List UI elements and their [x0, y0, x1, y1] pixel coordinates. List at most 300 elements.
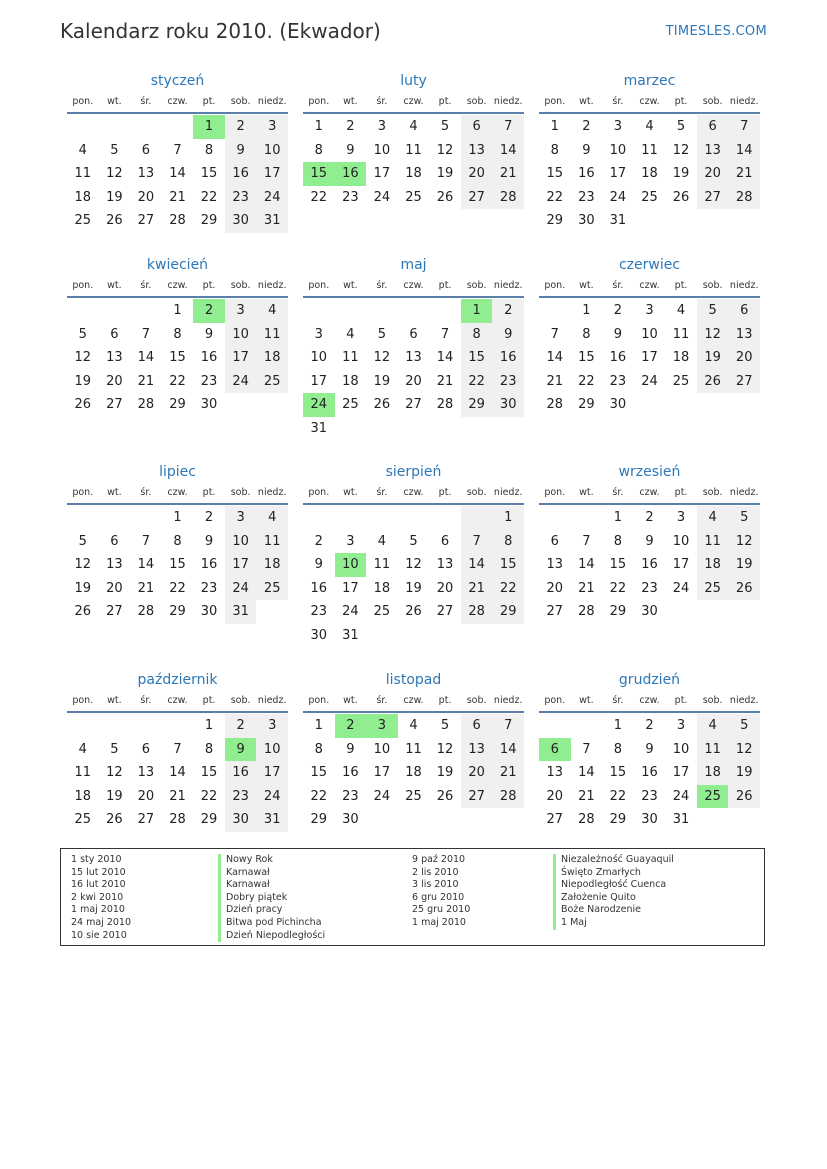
weekday-label: pt.: [674, 695, 688, 706]
day-cell: 26: [405, 604, 422, 619]
day-cell: 8: [173, 326, 182, 342]
weekday-label: czw.: [639, 695, 660, 706]
month-name: lipiec: [159, 464, 196, 480]
day-cell: 17: [609, 166, 627, 181]
day-cell: 29: [492, 600, 524, 624]
day-cell: 15: [492, 553, 524, 577]
day-cell: 26: [436, 788, 454, 804]
empty-cell: [130, 506, 162, 530]
weekday-label: śr.: [140, 487, 152, 498]
day-cell: 26: [373, 397, 391, 412]
day-cell: 25: [342, 397, 359, 412]
weekday-label: pt.: [438, 280, 452, 291]
day-cell: 15: [200, 166, 218, 181]
day-cell: 21: [461, 577, 493, 601]
month-5: [303, 255, 524, 440]
day-grid: [303, 299, 524, 440]
weekday-label: czw.: [403, 695, 424, 706]
day-cell: 2: [193, 299, 225, 323]
day-grid: [67, 115, 288, 233]
day-cell: 21: [169, 189, 186, 205]
day-cell: 27: [137, 812, 155, 827]
weekday-label: pon.: [544, 695, 566, 706]
day-cell: 11: [256, 323, 288, 347]
day-cell: 31: [225, 600, 257, 624]
day-grid: [303, 115, 524, 209]
day-cell: 24: [256, 186, 288, 210]
empty-cell: [665, 600, 697, 624]
weekday-label: sob.: [702, 280, 723, 291]
day-cell: 29: [169, 397, 186, 412]
day-cell: 4: [78, 142, 87, 158]
day-cell: 8: [204, 741, 214, 757]
day-cell: 1: [613, 718, 623, 733]
day-cell: 31: [256, 808, 288, 832]
day-cell: 1: [204, 718, 214, 733]
weekday-header: [303, 484, 524, 505]
weekday-label: pt.: [438, 96, 452, 107]
day-cell: 30: [225, 209, 257, 233]
weekday-label: czw.: [167, 695, 188, 706]
empty-cell: [303, 506, 335, 530]
empty-cell: [665, 393, 697, 417]
day-cell: 10: [225, 530, 257, 554]
day-cell: 19: [436, 765, 454, 780]
day-cell: 19: [74, 580, 92, 596]
day-cell: 2: [225, 115, 257, 139]
day-cell: 12: [74, 350, 92, 365]
day-cell: 8: [613, 741, 623, 757]
day-cell: 24: [373, 788, 391, 804]
legend-date: 1 maj 2010: [412, 916, 466, 928]
day-cell: 17: [641, 350, 658, 365]
empty-cell: [697, 600, 729, 624]
day-cell: 9: [225, 738, 257, 762]
day-cell: 23: [200, 580, 218, 596]
day-cell: 22: [310, 189, 328, 205]
day-cell: 24: [373, 189, 391, 205]
weekday-header: [67, 692, 288, 713]
day-cell: 4: [409, 119, 418, 134]
day-cell: 7: [492, 714, 524, 738]
weekday-header: [539, 277, 760, 298]
day-cell: 29: [609, 604, 627, 619]
day-cell: 25: [641, 189, 658, 205]
day-cell: 29: [200, 812, 218, 827]
day-cell: 28: [728, 186, 760, 210]
day-cell: 6: [697, 115, 729, 139]
day-grid: [539, 115, 760, 233]
weekday-label: śr.: [140, 280, 152, 291]
weekday-label: wt.: [107, 280, 122, 291]
day-cell: 13: [137, 765, 155, 780]
legend-holiday-name: Dobry piątek: [218, 892, 325, 905]
day-cell: 27: [106, 397, 123, 412]
weekday-label: śr.: [376, 487, 388, 498]
day-cell: 16: [641, 557, 658, 572]
day-cell: 9: [492, 323, 524, 347]
day-cell: 6: [550, 533, 559, 549]
day-cell: 12: [436, 741, 454, 757]
day-cell: 24: [672, 788, 690, 804]
day-cell: 17: [373, 166, 391, 181]
empty-cell: [335, 506, 367, 530]
month-name: wrzesień: [618, 464, 681, 480]
day-cell: 10: [256, 738, 288, 762]
day-cell: 21: [169, 788, 186, 804]
day-cell: 16: [225, 162, 257, 186]
day-cell: 27: [461, 186, 493, 210]
day-cell: 16: [492, 346, 524, 370]
weekday-header: [303, 277, 524, 298]
day-cell: 17: [672, 765, 690, 780]
weekday-header: [303, 93, 524, 114]
weekday-label: czw.: [403, 96, 424, 107]
legend-right-names: [553, 854, 674, 930]
day-cell: 4: [256, 506, 288, 530]
day-cell: 19: [697, 346, 729, 370]
empty-cell: [728, 393, 760, 417]
day-cell: 18: [405, 166, 422, 181]
day-cell: 20: [461, 761, 493, 785]
day-cell: 21: [137, 373, 155, 389]
empty-cell: [571, 714, 603, 738]
day-cell: 17: [310, 373, 328, 389]
month-4: [67, 255, 288, 417]
day-cell: 22: [609, 580, 627, 596]
weekday-label: wt.: [343, 487, 358, 498]
day-cell: 29: [169, 604, 186, 619]
day-cell: 16: [342, 765, 359, 780]
day-cell: 18: [697, 761, 729, 785]
empty-cell: [398, 624, 430, 648]
day-cell: 16: [609, 350, 627, 365]
day-cell: 21: [578, 788, 595, 804]
day-cell: 12: [728, 530, 760, 554]
weekday-label: sob.: [230, 96, 251, 107]
day-cell: 2: [582, 119, 591, 134]
page-title: Kalendarz roku 2010. (Ekwador): [60, 19, 381, 43]
day-cell: 27: [546, 604, 564, 619]
weekday-label: wt.: [579, 487, 594, 498]
day-cell: 20: [405, 373, 422, 389]
weekday-label: niedz.: [257, 487, 287, 498]
legend-date: 15 lut 2010: [71, 866, 126, 878]
day-cell: 1: [461, 299, 493, 323]
day-grid: [303, 714, 524, 832]
weekday-label: czw.: [167, 280, 188, 291]
day-cell: 9: [613, 326, 623, 342]
day-cell: 20: [461, 162, 493, 186]
empty-cell: [67, 714, 99, 738]
month-8: [303, 462, 524, 647]
day-cell: 26: [74, 397, 92, 412]
weekday-label: śr.: [612, 280, 624, 291]
day-cell: 19: [106, 189, 123, 205]
legend-left-names: [218, 854, 325, 942]
day-cell: 15: [310, 765, 328, 780]
empty-cell: [697, 393, 729, 417]
empty-cell: [67, 506, 99, 530]
day-cell: 1: [173, 303, 182, 318]
empty-cell: [492, 808, 524, 832]
day-cell: 23: [342, 189, 359, 205]
day-cell: 18: [697, 553, 729, 577]
weekday-label: niedz.: [729, 280, 759, 291]
day-cell: 25: [697, 785, 729, 809]
weekday-label: sob.: [702, 487, 723, 498]
day-cell: 29: [609, 812, 627, 827]
day-cell: 13: [461, 738, 493, 762]
month-name: maj: [400, 257, 427, 273]
weekday-label: niedz.: [729, 695, 759, 706]
empty-cell: [398, 417, 430, 441]
day-cell: 8: [613, 533, 623, 549]
day-cell: 4: [377, 533, 387, 549]
day-cell: 20: [546, 788, 564, 804]
day-cell: 11: [405, 142, 422, 158]
legend-holiday-name: Dzień pracy: [218, 904, 325, 917]
day-cell: 19: [106, 788, 123, 804]
day-cell: 28: [461, 600, 493, 624]
empty-cell: [99, 299, 131, 323]
day-cell: 30: [641, 812, 658, 827]
day-cell: 17: [342, 580, 359, 596]
weekday-label: czw.: [639, 96, 660, 107]
day-cell: 20: [137, 189, 155, 205]
empty-cell: [99, 506, 131, 530]
legend-right-dates: [412, 854, 470, 930]
day-cell: 29: [310, 812, 328, 827]
day-cell: 7: [173, 741, 182, 757]
empty-cell: [429, 808, 461, 832]
weekday-label: pon.: [72, 280, 94, 291]
day-cell: 19: [672, 166, 690, 181]
empty-cell: [728, 600, 760, 624]
weekday-label: sob.: [230, 280, 251, 291]
day-cell: 27: [405, 397, 422, 412]
day-cell: 31: [342, 627, 359, 643]
weekday-label: pt.: [202, 280, 216, 291]
empty-cell: [256, 600, 288, 624]
weekday-label: czw.: [639, 280, 660, 291]
day-cell: 31: [609, 213, 627, 228]
day-cell: 27: [106, 604, 123, 619]
day-cell: 18: [256, 346, 288, 370]
day-cell: 2: [314, 533, 323, 549]
day-cell: 28: [492, 186, 524, 210]
empty-cell: [366, 624, 398, 648]
empty-cell: [634, 209, 666, 233]
day-cell: 20: [106, 373, 123, 389]
day-cell: 25: [697, 577, 729, 601]
empty-cell: [571, 506, 603, 530]
weekday-label: niedz.: [493, 487, 523, 498]
month-name: listopad: [385, 672, 442, 688]
month-3: [539, 71, 760, 233]
empty-cell: [130, 115, 162, 139]
day-cell: 21: [728, 162, 760, 186]
day-cell: 24: [256, 785, 288, 809]
empty-cell: [539, 714, 571, 738]
empty-cell: [539, 299, 571, 323]
day-cell: 5: [728, 506, 760, 530]
empty-cell: [366, 506, 398, 530]
day-cell: 15: [609, 765, 627, 780]
weekday-header: [539, 484, 760, 505]
day-cell: 13: [106, 557, 123, 572]
weekday-label: wt.: [343, 695, 358, 706]
day-cell: 18: [641, 166, 658, 181]
weekday-label: śr.: [140, 96, 152, 107]
weekday-label: sob.: [466, 487, 487, 498]
day-cell: 10: [672, 533, 690, 549]
empty-cell: [398, 299, 430, 323]
legend-holiday-name: Bitwa pod Pichincha: [218, 917, 325, 930]
day-cell: 7: [550, 326, 559, 342]
empty-cell: [162, 714, 194, 738]
day-cell: 18: [256, 553, 288, 577]
day-cell: 20: [137, 788, 155, 804]
empty-cell: [225, 393, 257, 417]
day-cell: 17: [373, 765, 391, 780]
day-cell: 16: [200, 557, 218, 572]
day-cell: 22: [492, 577, 524, 601]
day-cell: 25: [256, 370, 288, 394]
day-grid: [539, 299, 760, 417]
site-link[interactable]: TIMESLES.COM: [665, 24, 767, 39]
day-cell: 23: [225, 785, 257, 809]
day-cell: 25: [74, 812, 92, 827]
weekday-header: [67, 93, 288, 114]
day-cell: 24: [225, 577, 257, 601]
day-cell: 14: [461, 553, 493, 577]
empty-cell: [665, 209, 697, 233]
weekday-label: niedz.: [257, 695, 287, 706]
day-cell: 18: [74, 788, 92, 804]
day-cell: 14: [546, 350, 564, 365]
day-cell: 9: [582, 142, 591, 158]
day-cell: 2: [346, 119, 355, 134]
day-cell: 14: [137, 557, 155, 572]
legend-holiday-name: 1 Maj: [553, 917, 674, 930]
day-cell: 28: [436, 397, 454, 412]
day-cell: 22: [169, 373, 186, 389]
holiday-legend: [60, 848, 765, 946]
day-cell: 24: [342, 604, 359, 619]
weekday-label: niedz.: [493, 695, 523, 706]
day-cell: 26: [436, 189, 454, 205]
day-cell: 26: [728, 785, 760, 809]
day-cell: 22: [310, 788, 328, 804]
day-cell: 7: [440, 326, 450, 342]
empty-cell: [130, 714, 162, 738]
day-cell: 16: [310, 580, 328, 596]
weekday-label: pt.: [438, 695, 452, 706]
legend-holiday-name: Nowy Rok: [218, 854, 325, 867]
day-cell: 12: [728, 738, 760, 762]
weekday-label: pon.: [308, 487, 330, 498]
day-cell: 7: [492, 115, 524, 139]
weekday-label: sob.: [466, 280, 487, 291]
day-cell: 9: [645, 741, 654, 757]
day-cell: 30: [641, 604, 658, 619]
day-cell: 19: [728, 553, 760, 577]
day-cell: 13: [405, 350, 422, 365]
day-cell: 6: [110, 533, 119, 549]
day-cell: 24: [672, 580, 690, 596]
day-cell: 23: [578, 189, 595, 205]
day-cell: 3: [256, 115, 288, 139]
weekday-label: wt.: [107, 695, 122, 706]
day-cell: 18: [405, 765, 422, 780]
legend-holiday-name: Niezależność Guayaquil: [553, 854, 674, 867]
weekday-label: sob.: [702, 695, 723, 706]
weekday-label: pt.: [202, 487, 216, 498]
day-cell: 27: [728, 370, 760, 394]
day-cell: 11: [672, 326, 690, 342]
day-cell: 27: [546, 812, 564, 827]
day-cell: 28: [169, 812, 186, 827]
month-name: kwiecień: [146, 257, 209, 273]
empty-cell: [366, 299, 398, 323]
weekday-label: pt.: [202, 695, 216, 706]
weekday-label: śr.: [376, 96, 388, 107]
day-cell: 16: [225, 761, 257, 785]
weekday-label: pon.: [308, 695, 330, 706]
legend-date: 10 sie 2010: [71, 929, 127, 941]
day-cell: 3: [676, 718, 686, 733]
day-cell: 1: [314, 718, 323, 733]
day-cell: 29: [461, 393, 493, 417]
month-10: [67, 670, 288, 832]
weekday-label: śr.: [612, 695, 624, 706]
day-cell: 2: [225, 714, 257, 738]
day-cell: 11: [697, 530, 729, 554]
day-cell: 17: [256, 761, 288, 785]
day-cell: 19: [373, 373, 391, 389]
day-cell: 6: [409, 326, 418, 342]
weekday-label: niedz.: [729, 487, 759, 498]
month-name: październik: [137, 672, 218, 688]
day-cell: 23: [342, 788, 359, 804]
day-cell: 3: [256, 714, 288, 738]
day-grid: [303, 506, 524, 647]
legend-holiday-name: Karnawał: [218, 867, 325, 880]
day-cell: 26: [672, 189, 690, 205]
day-cell: 8: [582, 326, 591, 342]
empty-cell: [67, 299, 99, 323]
day-cell: 13: [697, 139, 729, 163]
day-cell: 28: [137, 397, 155, 412]
day-cell: 9: [314, 557, 323, 572]
day-cell: 11: [405, 741, 422, 757]
weekday-label: śr.: [376, 280, 388, 291]
day-cell: 7: [728, 115, 760, 139]
day-cell: 8: [314, 142, 323, 158]
day-cell: 29: [200, 213, 218, 228]
day-cell: 1: [550, 119, 559, 134]
day-cell: 7: [582, 533, 591, 549]
day-cell: 23: [609, 373, 627, 389]
empty-cell: [461, 808, 493, 832]
day-cell: 12: [672, 142, 690, 158]
day-cell: 14: [578, 557, 595, 572]
legend-holiday-name: Dzień Niepodległości: [218, 930, 325, 943]
day-cell: 15: [169, 557, 186, 572]
day-cell: 27: [697, 186, 729, 210]
weekday-label: wt.: [579, 280, 594, 291]
